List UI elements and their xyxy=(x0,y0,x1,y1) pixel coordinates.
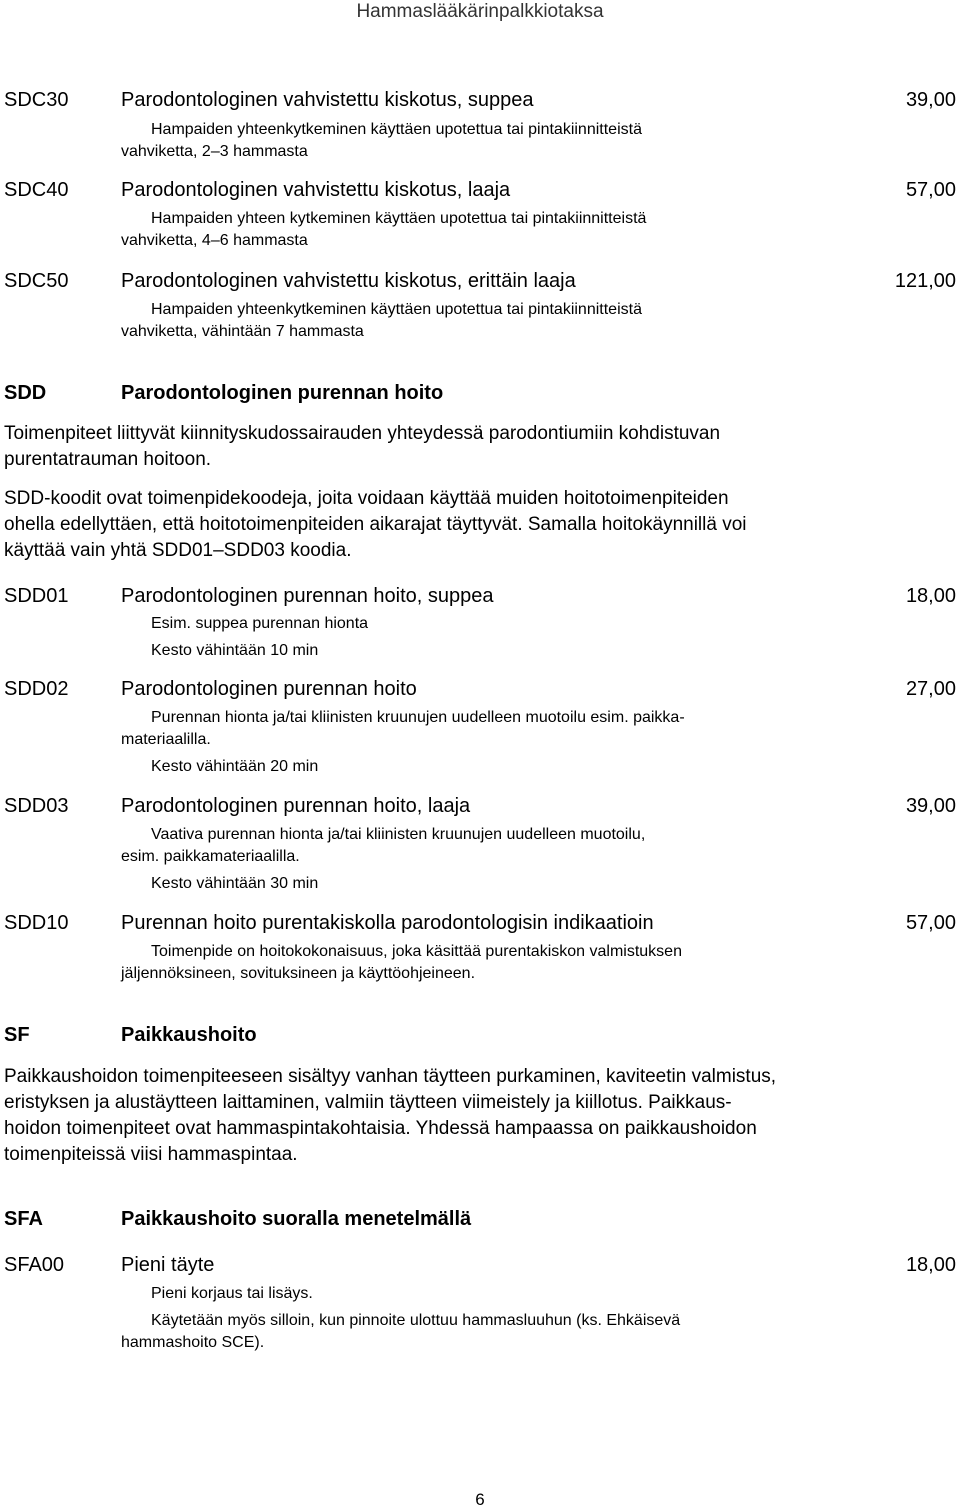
entry-duration xyxy=(121,640,781,662)
desc-line: Hampaiden yhteen kytkeminen käyttäen upotettua tai pintakiinnitteistä xyxy=(151,210,647,227)
paragraph-line: SDD-koodit ovat toimenpidekoodeja, joita voidaan käyttää muiden hoitotoimenpiteiden xyxy=(4,488,729,509)
entry-description xyxy=(121,941,781,985)
entry-title: Parodontologinen vahvistettu kiskotus, laaja xyxy=(121,179,511,201)
entry-code: SDC40 xyxy=(4,179,69,201)
desc-line: esim. paikkamateriaalilla. xyxy=(121,848,300,865)
entry-price: 27,00 xyxy=(905,678,956,700)
entry-title: Parodontologinen vahvistettu kiskotus, erittäin laaja xyxy=(121,270,576,292)
entry-code: SDD10 xyxy=(4,912,69,934)
entry-title: Pieni täyte xyxy=(121,1254,215,1276)
paragraph-line: käyttää vain yhtä SDD01–SDD03 koodia. xyxy=(4,540,352,561)
entry-duration xyxy=(121,756,781,778)
desc-line: vahviketta, vähintään 7 hammasta xyxy=(121,323,364,340)
entry-code: SDD02 xyxy=(4,678,69,700)
desc-line: Pieni korjaus tai lisäys. xyxy=(151,1285,313,1302)
entry-description xyxy=(121,1283,781,1305)
desc-line: Hampaiden yhteenkytkeminen käyttäen upotettua tai pintakiinnitteistä xyxy=(151,121,642,138)
entry-title: Parodontologinen purennan hoito, laaja xyxy=(121,795,471,817)
entry-price: 39,00 xyxy=(905,795,956,817)
paragraph-line: hoidon toimenpiteet ovat hammaspintakohtaisia. Yhdessä hampaassa on paikkaushoidon xyxy=(4,1118,757,1139)
section-paragraph xyxy=(4,421,956,473)
entry-code: SDC30 xyxy=(4,89,69,111)
page-number: 6 xyxy=(475,1490,485,1509)
entry-duration xyxy=(121,873,781,895)
section-paragraph xyxy=(4,1064,956,1168)
section-code: SF xyxy=(4,1024,30,1046)
duration-line: Kesto vähintään 10 min xyxy=(151,642,319,659)
section-title: Parodontologinen purennan hoito xyxy=(121,382,444,404)
paragraph-line: eristyksen ja alustäytteen laittaminen, valmiin täytteen viimeistely ja kiillotus. Paikkaus- xyxy=(4,1092,732,1113)
entry-description xyxy=(121,613,781,635)
entry-price: 121,00 xyxy=(894,270,956,292)
entry-title: Parodontologinen purennan hoito xyxy=(121,678,417,700)
desc-line: Käytetään myös silloin, kun pinnoite ulottuu hammasluuhun (ks. Ehkäisevä xyxy=(151,1312,681,1329)
entry-code: SDD01 xyxy=(4,585,69,607)
section-paragraph xyxy=(4,486,956,564)
entry-code: SDC50 xyxy=(4,270,69,292)
entry-price: 39,00 xyxy=(905,89,956,111)
entry-price: 18,00 xyxy=(905,585,956,607)
entry-price: 18,00 xyxy=(905,1254,956,1276)
entry-description xyxy=(121,119,781,163)
paragraph-line: Toimenpiteet liittyvät kiinnityskudossairauden yhteydessä parodontiumiin kohdistuvan xyxy=(4,423,721,444)
paragraph-line: ohella edellyttäen, että hoitotoimenpiteiden aikarajat täyttyvät. Samalla hoitokäynnillä voi xyxy=(4,514,747,535)
desc-line: hammashoito SCE). xyxy=(121,1334,265,1351)
entry-price: 57,00 xyxy=(905,912,956,934)
entry-title: Purennan hoito purentakiskolla parodontologisin indikaatioin xyxy=(121,912,654,934)
paragraph-line: purentatrauman hoitoon. xyxy=(4,449,212,470)
desc-line: jäljennöksineen, sovituksineen ja käyttöohjeineen. xyxy=(121,965,476,982)
entry-code: SDD03 xyxy=(4,795,69,817)
section-title: Paikkaushoito xyxy=(121,1024,257,1046)
desc-line: Purennan hionta ja/tai kliinisten kruunujen uudelleen muotoilu esim. paikka- xyxy=(151,709,685,726)
entry-description xyxy=(121,824,781,868)
desc-line: vahviketta, 4–6 hammasta xyxy=(121,232,308,249)
section-code: SFA xyxy=(4,1208,43,1230)
entry-description xyxy=(121,208,781,252)
entry-price: 57,00 xyxy=(905,179,956,201)
desc-line: Esim. suppea purennan hionta xyxy=(151,615,369,632)
page-header: Hammaslääkärinpalkkiotaksa xyxy=(356,1,604,22)
section-title: Paikkaushoito suoralla menetelmällä xyxy=(121,1208,472,1230)
desc-line: Vaativa purennan hionta ja/tai kliinisten kruunujen uudelleen muotoilu, xyxy=(151,826,646,843)
entry-code: SFA00 xyxy=(4,1254,65,1276)
desc-line: Toimenpide on hoitokokonaisuus, joka käsittää purentakiskon valmistuksen xyxy=(151,943,682,960)
entry-description xyxy=(121,299,781,343)
duration-line: Kesto vähintään 30 min xyxy=(151,875,319,892)
paragraph-line: toimenpiteissä viisi hammaspintaa. xyxy=(4,1144,298,1165)
desc-line: vahviketta, 2–3 hammasta xyxy=(121,143,308,160)
desc-line: Hampaiden yhteenkytkeminen käyttäen upotettua tai pintakiinnitteistä xyxy=(151,301,642,318)
section-code: SDD xyxy=(4,382,47,404)
entry-title: Parodontologinen vahvistettu kiskotus, suppea xyxy=(121,89,534,111)
duration-line: Kesto vähintään 20 min xyxy=(151,758,319,775)
desc-line: materiaalilla. xyxy=(121,731,211,748)
entry-description xyxy=(121,1310,781,1354)
paragraph-line: Paikkaushoidon toimenpiteeseen sisältyy vanhan täytteen purkaminen, kaviteetin valmistus, xyxy=(4,1066,777,1087)
entry-description xyxy=(121,707,781,751)
entry-title: Parodontologinen purennan hoito, suppea xyxy=(121,585,494,607)
